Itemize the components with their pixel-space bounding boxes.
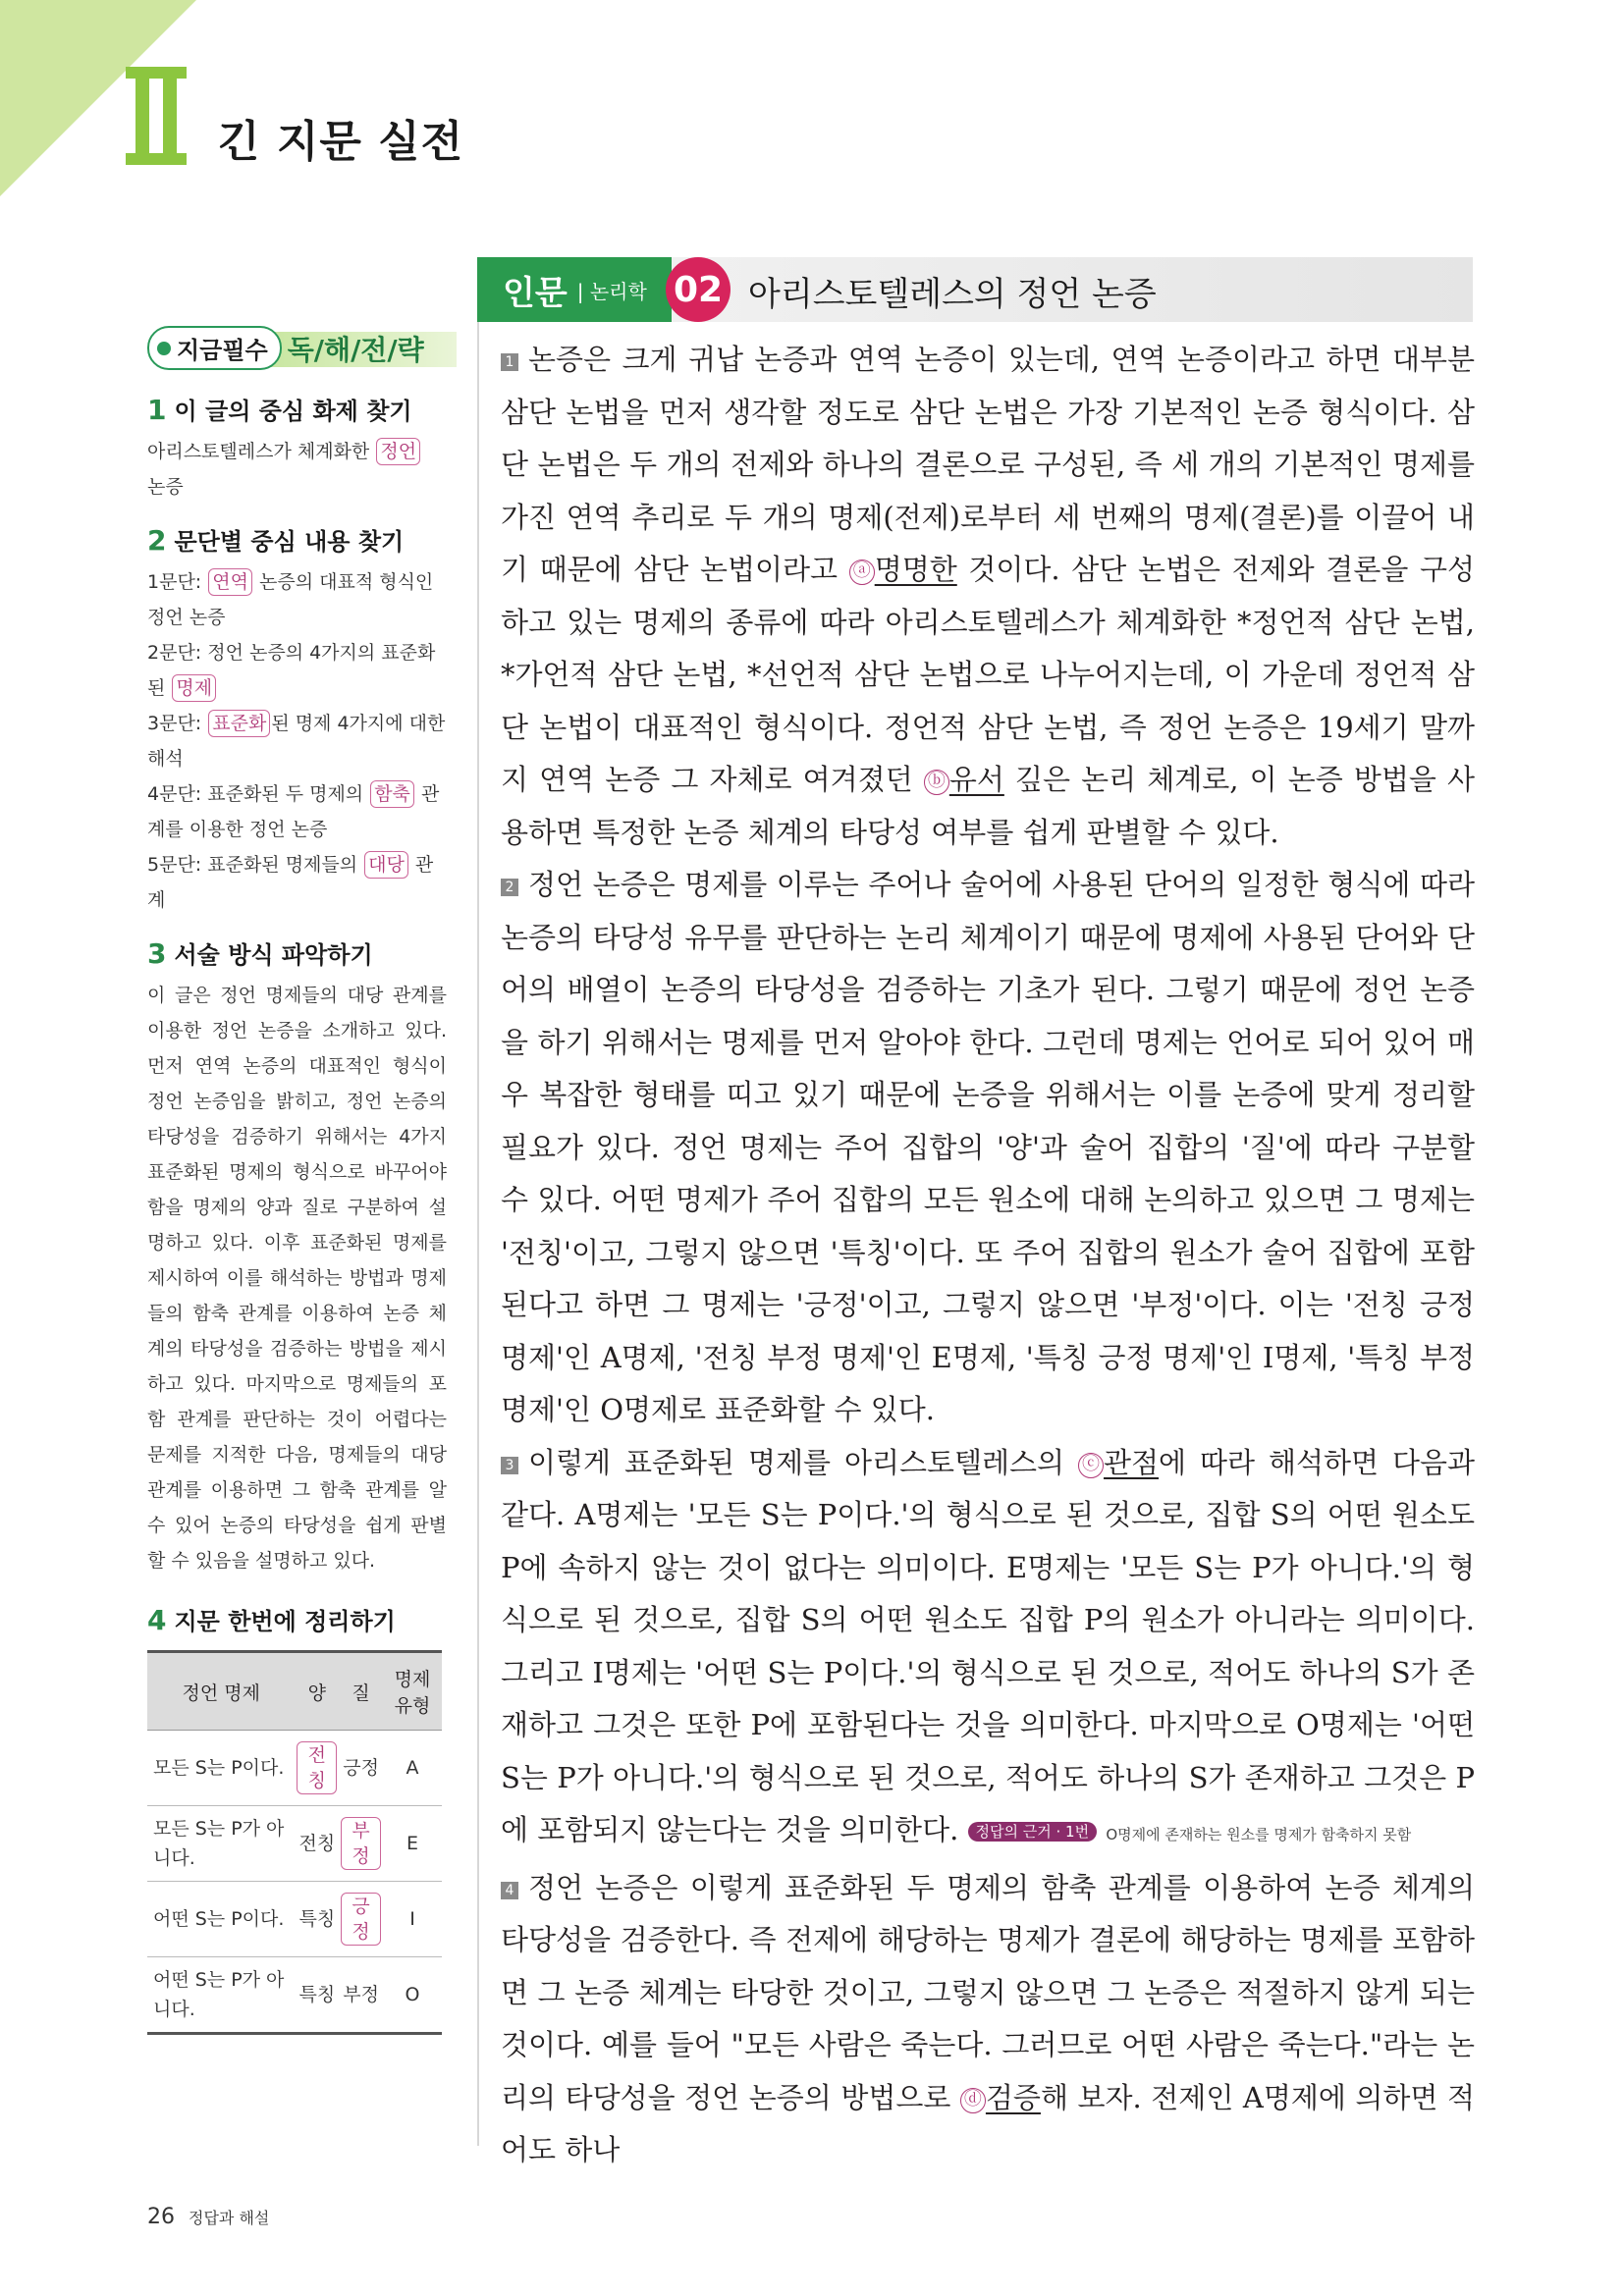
- word-d: 검증: [985, 2080, 1041, 2114]
- table-row: [147, 1882, 442, 1957]
- word-a: 명명한: [874, 553, 957, 586]
- guide-badge: [147, 326, 282, 370]
- summary-item: 4문단: 표준화된 두 명제의 함축 관계를 이용한 정언 논증: [147, 776, 447, 847]
- mark-d: ⓓ: [960, 2088, 986, 2113]
- mark-b: ⓑ: [924, 770, 949, 795]
- table-row: [147, 1957, 442, 2034]
- paragraph-number-icon: 2: [501, 879, 518, 896]
- table-row: [147, 1731, 442, 1806]
- step-2-title: [147, 522, 447, 557]
- passage-category-badge: [477, 257, 672, 322]
- step-3-text: 이 글은 정언 명제들의 대당 관계를 이용한 정언 논증을 소개하고 있다. 먼저 연역 논증의 대표적인 형식이 정언 논증임을 밝히고, 정언 논증의 타당성을 검증하기 위해서는 4가지 표준화된 명제의 형식으로 바꾸어야 함을 명제의 양과 질로 구분하여 설명하고 있다. 이후 표준화된 명제를 제시하여 이를 해석하는 방법과 명제들의 함축 관계를 이용하여 논증 체계의 타당성을 검증하는 방법을 제시하고 있다. 마지막으로 명제들의 포함 관계를 판단하는 것이 어렵다는 문제를 지적한 다음, 명제들의 대당 관계를 이용하면 그 함축 관계를 알 수 있어 논증의 타당성을 쉽게 판별할 수 있음을 설명하고 있다.: [147, 985, 447, 1572]
- summary-box: 대당: [364, 851, 408, 879]
- table-cell: 어떤 S는 P가 아니다.: [147, 1957, 295, 2034]
- table-cell: O: [383, 1957, 442, 2034]
- guide-header: [147, 326, 447, 370]
- word-b: 유서: [948, 763, 1004, 796]
- summary-item: 2문단: 정언 논증의 4가지의 표준화된 명제: [147, 635, 447, 706]
- table-cell: 긍정: [339, 1882, 383, 1957]
- answer-tag: 정답의 근거 · 1번: [968, 1822, 1098, 1842]
- table-cell: 특칭: [295, 1957, 339, 2034]
- mark-a: ⓐ: [849, 560, 875, 585]
- summary-box: 명제: [172, 674, 216, 702]
- step-4-label: 지문 한번에 정리하기: [174, 1608, 396, 1635]
- mark-c: ⓒ: [1078, 1453, 1104, 1478]
- step-2-label: 문단별 중심 내용 찾기: [174, 528, 405, 556]
- subcategory-label: | 논리학: [576, 279, 647, 303]
- guide-title: 독/해/전/략: [287, 333, 424, 366]
- table-cell: 전칭: [295, 1731, 339, 1806]
- summary-item: 5문단: 표준화된 명제들의 대당 관계: [147, 847, 447, 918]
- summary-box: 연역: [208, 568, 252, 596]
- step-3-title: [147, 935, 447, 970]
- step-1-title: [147, 392, 447, 426]
- roman-numeral-icon: [126, 67, 187, 165]
- summary-item: 3문단: 표준화 된 명제 4가지에 대한 해석: [147, 706, 447, 776]
- table-cell: 특칭: [295, 1882, 339, 1957]
- dot-icon: [157, 342, 171, 355]
- category-label: 인문: [503, 273, 568, 313]
- summary-item: 1문단: 연역 논증의 대표적 형식인 정언 논증: [147, 564, 447, 635]
- table-header: 양: [295, 1652, 339, 1731]
- summary-table: [147, 1650, 442, 2035]
- reading-guide: [147, 326, 447, 2035]
- table-header: 질: [339, 1652, 383, 1731]
- table-cell: 부정: [339, 1957, 383, 2034]
- footer-label: 정답과 해설: [189, 2209, 270, 2227]
- page-number: 26: [147, 2205, 175, 2229]
- table-cell: 긍정: [339, 1731, 383, 1806]
- paragraph-summaries: [147, 564, 447, 918]
- table-cell: 전칭: [295, 1806, 339, 1882]
- paragraph-2: 2 정언 논증은 명제를 이루는 주어나 술어에 사용된 단어의 일정한 형식에 따라 논증의 타당성 유무를 판단하는 논리 체계이기 때문에 명제에 사용된 단어와 단어의 배열이 논증의 타당성을 검증하는 기초가 된다. 그렇기 때문에 정언 논증을 하기 위해서는 명제를 먼저 알아야 한다. 그런데 명제는 언어로 되어 있어 매우 복잡한 형태를 띠고 있기 때문에 논증을 위해서는 이를 논증에 맞게 정리할 필요가 있다. 정언 명제는 주어 집합의 '양'과 술어 집합의 '질'에 따라 구분할 수 있다. 어떤 명제가 주어 집합의 모든 원소에 대해 논의하고 있으면 그 명제는 '전칭'이고, 그렇지 않으면 '특칭'이다. 또 주어 집합의 원소가 술어 집합에 포함된다고 하면 그 명제는 '긍정'이고, 그렇지 않으면 '부정'이다. 이는 '전칭 긍정 명제'인 A명제, '전칭 부정 명제'인 E명제, '특칭 긍정 명제'인 I명제, '특칭 부정 명제'인 O명제로 표준화할 수 있다.: [501, 868, 1475, 1426]
- summary-box: 표준화: [208, 710, 270, 737]
- column-divider: [477, 298, 479, 2146]
- table-row: [147, 1806, 442, 1882]
- paragraph-1: 1 논증은 크게 귀납 논증과 연역 논증이 있는데, 연역 논증이라고 하면 대부분 삼단 논법을 먼저 생각할 정도로 삼단 논법은 가장 기본적인 논증 형식이다. 삼단 논법은 두 개의 전제와 하나의 결론으로 구성된, 즉 세 개의 기본적인 명제를 가진 연역 추리로 두 개의 명제(전제)로부터 세 번째의 명제(결론)를 이끌어 내기 때문에 삼단 논법이라고 ⓐ 명명한 것이다. 삼단 논법은 전제와 결론을 구성하고 있는 명제의 종류에 따라 아리스토텔레스가 체계화한 *정언적 삼단 논법, *가언적 삼단 논법, *선언적 삼단 논법으로 나누어지는데, 이 가운데 정언적 삼단 논법이 대표적인 형식이다. 정언적 삼단 논법, 즉 정언 논증은 19세기 말까지 연역 논증 그 자체로 여겨졌던 ⓑ 유서 깊은 논리 체계로, 이 논증 방법을 사용하면 특정한 논증 체계의 타당성 여부를 쉽게 판별할 수 있다.: [501, 343, 1476, 849]
- answer-note: O명제에 존재하는 원소를 명제가 함축하지 못함: [1106, 1826, 1412, 1843]
- table-cell: 모든 S는 P가 아니다.: [147, 1806, 295, 1882]
- step-2-number: 2: [147, 524, 167, 557]
- paragraph-3: 3 이렇게 표준화된 명제를 아리스토텔레스의 ⓒ 관점에 따라 해석하면 다음과 같다. A명제는 '모든 S는 P이다.'의 형식으로 된 것으로, 집합 S의 어떤 원소도 P에 속하지 않는 것이 없다는 의미이다. E명제는 '모든 S는 P가 아니다.'의 형식으로 된 것으로, 집합 S의 어떤 원소도 집합 P의 원소가 아니라는 의미이다. 그리고 I명제는 '어떤 S는 P이다.'의 형식으로 된 것으로, 적어도 하나의 S가 존재하고 그것은 또한 P에 포함된다는 것을 의미한다. 마지막으로 O명제는 '어떤 S는 P가 아니다.'의 형식으로 된 것으로, 적어도 하나의 S가 존재하고 그것은 P에 포함되지 않는다는 것을 의미한다. 정답의 근거 · 1번 O명제에 존재하는 원소를 명제가 함축하지 못함: [501, 1445, 1475, 1846]
- step-1-tail: 논증: [147, 476, 184, 498]
- paragraph-number-icon: 1: [501, 353, 518, 371]
- step-1-content: 아리스토텔레스가 체계화한: [147, 441, 370, 462]
- step-1-text: [147, 434, 447, 505]
- summary-box: 함축: [370, 780, 414, 808]
- paragraph-number-icon: 4: [501, 1882, 518, 1899]
- table-header: 명제 유형: [383, 1652, 442, 1731]
- table-cell: 모든 S는 P이다.: [147, 1731, 295, 1806]
- table-header: 정언 명제: [147, 1652, 295, 1731]
- table-cell: 부정: [339, 1806, 383, 1882]
- step-1-box: 정언: [376, 438, 420, 465]
- step-3-label: 서술 방식 파악하기: [174, 941, 373, 969]
- table-cell: A: [383, 1731, 442, 1806]
- table-cell: I: [383, 1882, 442, 1957]
- paragraph-4: 4 정언 논증은 이렇게 표준화된 두 명제의 함축 관계를 이용하여 논증 체계의 타당성을 검증한다. 즉 전제에 해당하는 명제가 결론에 해당하는 명제를 포함하면 그 논증 체계는 타당한 것이고, 그렇지 않으면 그 논증은 적절하지 않게 되는 것이다. 예를 들어 "모든 사람은 죽는다. 그러므로 어떤 사람은 죽는다."라는 논리의 타당성을 정언 논증의 방법으로 ⓓ 검증해 보자. 전제인 A명제에 의하면 적어도 하나: [501, 1870, 1475, 2166]
- step-1-label: 이 글의 중심 화제 찾기: [174, 398, 412, 425]
- passage-number: 02: [666, 257, 731, 322]
- step-1-number: 1: [147, 394, 167, 426]
- step-4-title: [147, 1602, 447, 1636]
- word-c: 관점: [1104, 1445, 1160, 1479]
- section-title: 긴 지문 실전: [218, 117, 464, 167]
- passage-title: 아리스토텔레스의 정언 논증: [748, 275, 1157, 314]
- paragraph-number-icon: 3: [501, 1457, 518, 1474]
- table-cell: 어떤 S는 P이다.: [147, 1882, 295, 1957]
- passage-body: [501, 334, 1475, 2177]
- page-footer: [147, 2205, 269, 2229]
- table-header-row: [147, 1652, 442, 1731]
- guide-badge-label: 지금필수: [177, 337, 268, 364]
- step-4-number: 4: [147, 1604, 167, 1636]
- step-3-number: 3: [147, 937, 167, 970]
- table-cell: E: [383, 1806, 442, 1882]
